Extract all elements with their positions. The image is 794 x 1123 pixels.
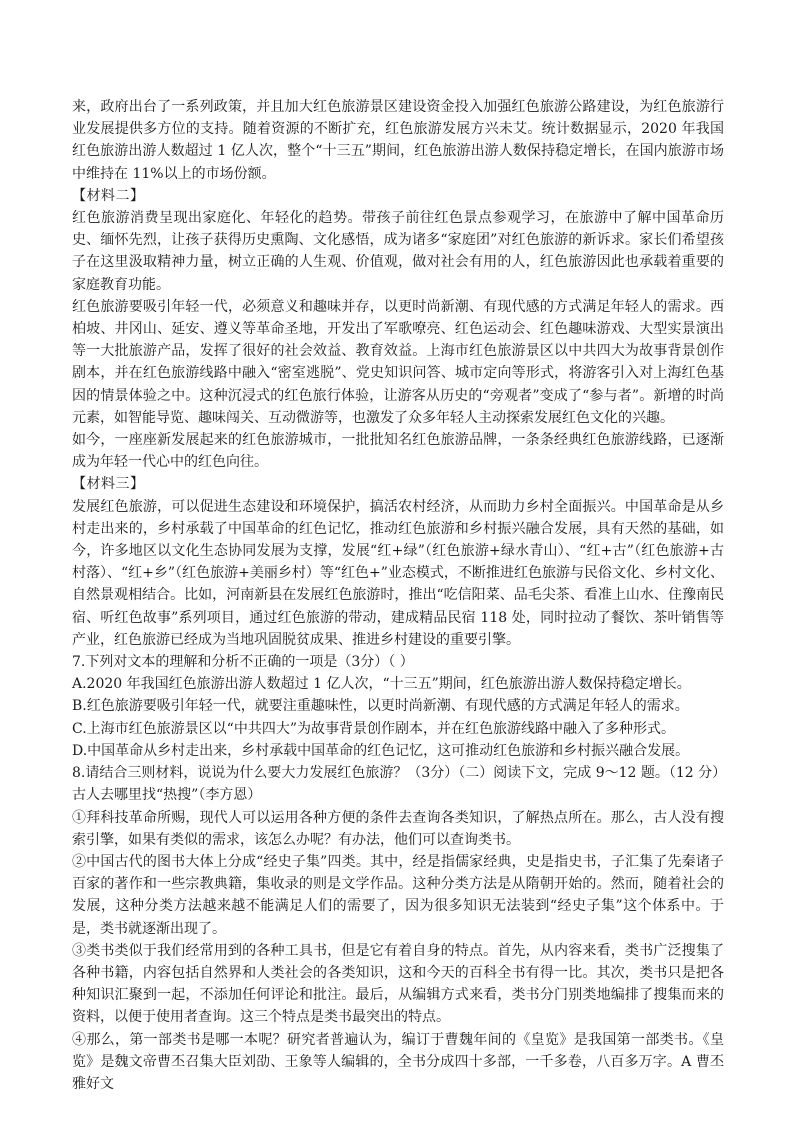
question-8-and-section-two-intro: 8.请结合三则材料，说说为什么要大力发展红色旅游？（3分）（二）阅读下文，完成 9～12 题。（12 分） [72, 765, 727, 782]
article-paragraph-4: ④那么，第一部类书是哪一本呢？研究者普遍认为，编订于曹魏年间的《皇览》是我国第一部类书。《皇览》是魏文帝曹丕召集大臣刘劭、王象等人编辑的，全书分成四十多部，一千多卷，八百多万字。A 曹丕雅好文 [72, 1031, 724, 1092]
question-7-stem: 7.下列对文本的理解和分析不正确的一项是（3分）（ ） [72, 654, 414, 671]
article-paragraph-1: ①拜科技革命所赐，现代人可以运用各种方便的条件去查询各类知识，了解热点所在。那么，古人没有搜索引擎，如果有类似的需求，该怎么办呢？有办法，他们可以查询类书。 [72, 809, 724, 848]
article-paragraph-2: ②中国古代的图书大体上分成“经史子集”四类。其中，经是指儒家经典，史是指史书，子汇集了先秦诸子百家的著作和一些宗教典籍，集收录的则是文学作品。这种分类方法是从隋朝开始的。然而，随着社会的发展，这种分类方法越来越不能满足人们的需要了，因为很多知识无法装到“经史子集”这个体系中。于是，类书就逐渐出现了。 [72, 853, 724, 937]
material-three-heading: 【材料三】 [72, 476, 145, 493]
question-7-option-d: D.中国革命从乡村走出来，乡村承载中国革命的红色记忆，这可推动红色旅游和乡村振兴融合发展。 [72, 742, 690, 759]
material-two-paragraph-youth: 红色旅游要吸引年轻一代，必须意义和趣味并存，以更时尚新潮、有现代感的方式满足年轻人的需求。西柏坡、井冈山、延安、遵义等革命圣地，开发出了军歌嘹亮、红色运动会、红色趣味游戏、大型实景演出等一大批旅游产品，发挥了很好的社会效益、教育效益。上海市红色旅游景区以中共四大为故事背景创作剧本，并在红色旅游线路中融入“密室逃脱”、党史知识问答、城市定向等形式，将游客引入对上海红色基因的情景体验之中。这种沉浸式的红色旅行体验，让游客从历史的“旁观者”变成了“参与者”。新增的时尚元素，如智能导览、趣味闯关、互动微游等，也激发了众多年轻人主动探索发展红色文化的兴趣。 [72, 298, 724, 426]
question-7-option-a: A.2020 年我国红色旅游出游人数超过 1 亿人次，“十三五”期间，红色旅游出游人数保持稳定增长。 [72, 676, 691, 693]
material-three-paragraph: 发展红色旅游，可以促进生态建设和环境保护，搞活农村经济，从而助力乡村全面振兴。中国革命是从乡村走出来的，乡村承载了中国革命的红色记忆，推动红色旅游和乡村振兴融合发展，具有天然的基础，如今，许多地区以文化生态协同发展为支撑，发展“红+绿”（红色旅游+绿水青山）、“红+古”（红色旅游+古村落）、“红+乡”（红色旅游+美丽乡村）等“红色+”业态模式，不断推进红色旅游与民俗文化、乡村文化、自然景观相结合。比如，河南新县在发展红色旅游时，推出“吃信阳菜、品毛尖茶、看准上山水、住豫南民宿、听红色故事”系列项目，通过红色旅游的带动，建成精品民宿 118 处，同时拉动了餐饮、茶叶销售等产业，红色旅游已经成为当地巩固脱贫成果、推进乡村建设的重要引擎。 [72, 498, 724, 648]
article-title: 古人去哪里找“热搜”（李方恩） [72, 787, 262, 804]
material-two-paragraph-conclusion: 如今，一座座新发展起来的红色旅游城市，一批批知名红色旅游品牌，一条条经典红色旅游线路，已逐渐成为年轻一代心中的红色向往。 [72, 432, 724, 471]
material-two-heading: 【材料二】 [72, 187, 145, 204]
question-7-option-b: B.红色旅游要吸引年轻一代，就要注重趣味性，以更时尚新潮、有现代感的方式满足年轻人的需求。 [72, 698, 689, 715]
material-two-paragraph-family: 红色旅游消费呈现出家庭化、年轻化的趋势。带孩子前往红色景点参观学习，在旅游中了解中国革命历史、缅怀先烈，让孩子获得历史熏陶、文化感悟，成为诸多“家庭团”对红色旅游的新诉求。家长们希望孩子在这里汲取精神力量，树立正确的人生观、价值观，做对社会有用的人，红色旅游因此也承载着重要的家庭教育功能。 [72, 210, 724, 293]
document-page [72, 96, 727, 1095]
material-one-closing-paragraph: 来，政府出台了一系列政策，并且加大红色旅游景区建设资金投入加强红色旅游公路建设，为红色旅游行业发展提供多方位的支持。随着资源的不断扩充，红色旅游发展方兴未艾。统计数据显示，2020 年我国红色旅游出游人数超过 1 亿人次，整个“十三五”期间，红色旅游出游人数保持稳定增长，在国内旅游市场中维持在 11%以上的市场份额。 [72, 99, 724, 182]
question-7-option-c: C.上海市红色旅游景区以“中共四大”为故事背景创作剧本，并在红色旅游线路中融入了多种形式。 [72, 720, 675, 737]
article-paragraph-3: ③类书类似于我们经常用到的各种工具书，但是它有着自身的特点。首先，从内容来看，类书广泛搜集了各种书籍，内容包括自然界和人类社会的各类知识，这和今天的百科全书有得一比。其次，类书只是把各种知识汇聚到一起，不添加任何评论和批注。最后，从编辑方式来看，类书分门别类地编排了搜集而来的资料，以便于使用者查询。这三个特点是类书最突出的特点。 [72, 942, 724, 1026]
